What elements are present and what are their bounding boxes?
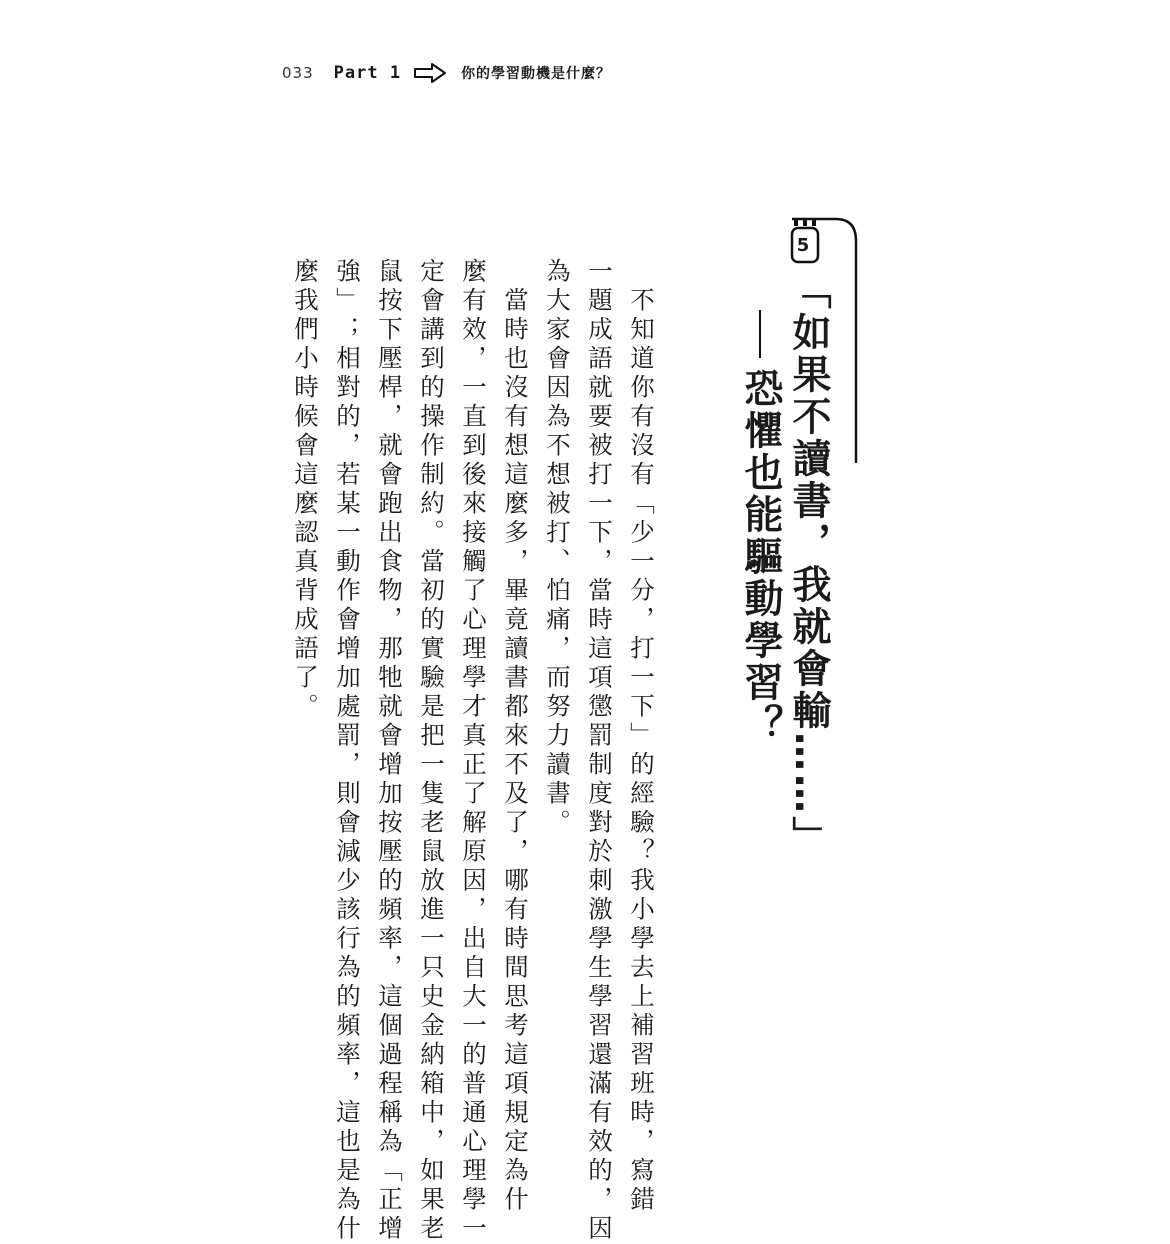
- body-line-5: 麼有效，一直到後來接觸了心理學才真正了解原因，出自大一的普通心理學一: [459, 258, 488, 1244]
- running-header: [282, 58, 611, 88]
- body-line-7: 鼠按下壓桿，就會跑出食物，那牠就會增加按壓的頻率，這個過程稱為「正增: [375, 258, 404, 1244]
- chapter-title: 你的學習動機是什麼？: [461, 66, 612, 82]
- section-badge: [790, 220, 820, 264]
- section-title-line-1: 「如果不讀書，我就會輸……」: [786, 270, 831, 858]
- body-line-4: 當時也沒有想這麼多，畢竟讀書都來不及了，哪有時間思考這項規定為什: [501, 258, 530, 1215]
- body-line-3: 為大家會因為不想被打、怕痛，而努力讀書。: [543, 258, 572, 838]
- body-line-8: 強」；相對的，若某一動作會增加處罰，則會減少該行為的頻率，這也是為什: [333, 258, 362, 1244]
- section-subtitle: 恐懼也能驅動學習？: [738, 368, 783, 746]
- page-number: 033: [282, 64, 314, 82]
- part-label: Part 1: [333, 63, 402, 83]
- title-dash-rule: [759, 310, 761, 358]
- body-line-1: 不知道你有沒有「少一分，打一下」的經驗？我小學去上補習班時，寫錯: [627, 258, 656, 1215]
- body-line-6: 定會講到的操作制約。當初的實驗是把一隻老鼠放進一只史金納箱中，如果老: [417, 258, 446, 1244]
- right-arrow-icon: [413, 62, 447, 84]
- body-line-2: 一題成語就要被打一下，當時這項懲罰制度對於刺激學生學習還滿有效的，因: [585, 258, 614, 1244]
- section-number: 5: [796, 235, 810, 256]
- body-line-9: 麼我們小時候會這麼認真背成語了。: [291, 258, 320, 722]
